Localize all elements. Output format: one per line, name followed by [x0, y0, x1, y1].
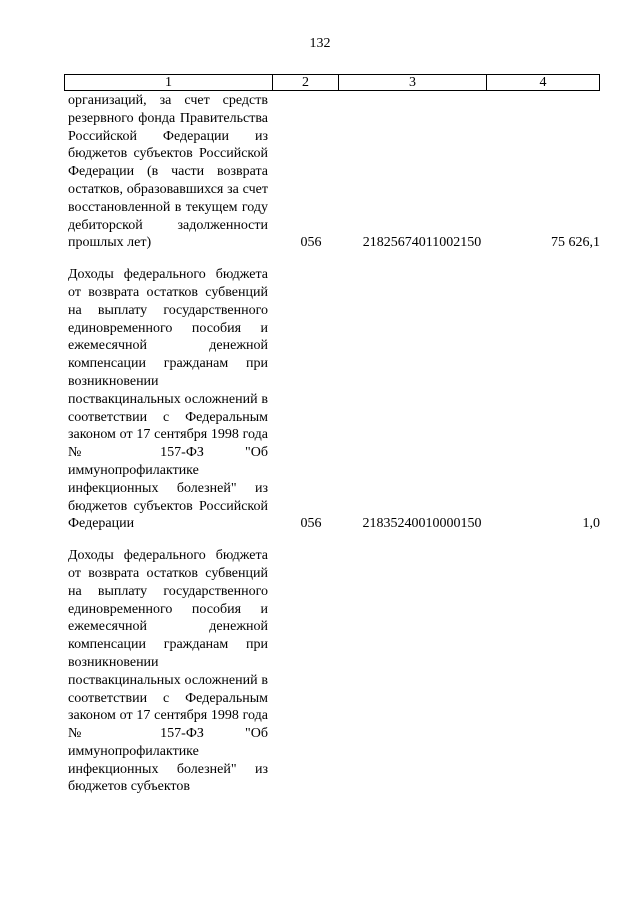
page-number: 132: [309, 36, 331, 51]
table-header-row: [64, 74, 600, 91]
row-admin-code-cell: 056: [300, 516, 322, 532]
table-row: [68, 92, 604, 252]
table-header-col-4: 4: [539, 75, 547, 90]
table-header-col-1: 1: [65, 75, 273, 90]
table-header-col-3: 3: [339, 75, 487, 90]
table-body: [68, 92, 604, 796]
table-row: [68, 266, 604, 533]
row-amount-cell: 1,0: [582, 516, 600, 532]
row-name-cell: Доходы федерального бюджета от возврата остатков субвенций на выплату государственного единовременного пособия и ежемесячной денежной компенсации гражданам при возникновении поствакцинальных осложнений в соответствии с Федеральным законом от 17 сентября 1998 года № 157-ФЗ "Об иммунопрофилактике инфекционных болезней" из бюджетов субъектов: [68, 548, 268, 795]
row-amount-cell: 75 626,1: [551, 235, 600, 251]
row-admin-code-cell: 056: [300, 235, 322, 251]
row-name-cell: Доходы федерального бюджета от возврата остатков субвенций на выплату государственного единовременного пособия и ежемесячной денежной компенсации гражданам при возникновении поствакцинальных осложнений в соответствии с Федеральным законом от 17 сентября 1998 года № 157-ФЗ "Об иммунопрофилактике инфекционных болезней" из бюджетов субъектов Российской Федерации: [68, 267, 268, 532]
row-budget-code-cell: 21835240010000150: [362, 516, 482, 532]
row-name-cell: организаций, за счет средств резервного фонда Правительства Российской Федерации из бюджетов субъектов Российской Федерации (в части возврата остатков, образовавшихся за счет восстановленной в текущем году дебиторской задолженности прошлых лет): [68, 93, 268, 251]
table-header-col-2: 2: [273, 75, 339, 90]
table-row: [68, 547, 604, 796]
row-budget-code-cell: 21825674011002150: [362, 235, 482, 251]
